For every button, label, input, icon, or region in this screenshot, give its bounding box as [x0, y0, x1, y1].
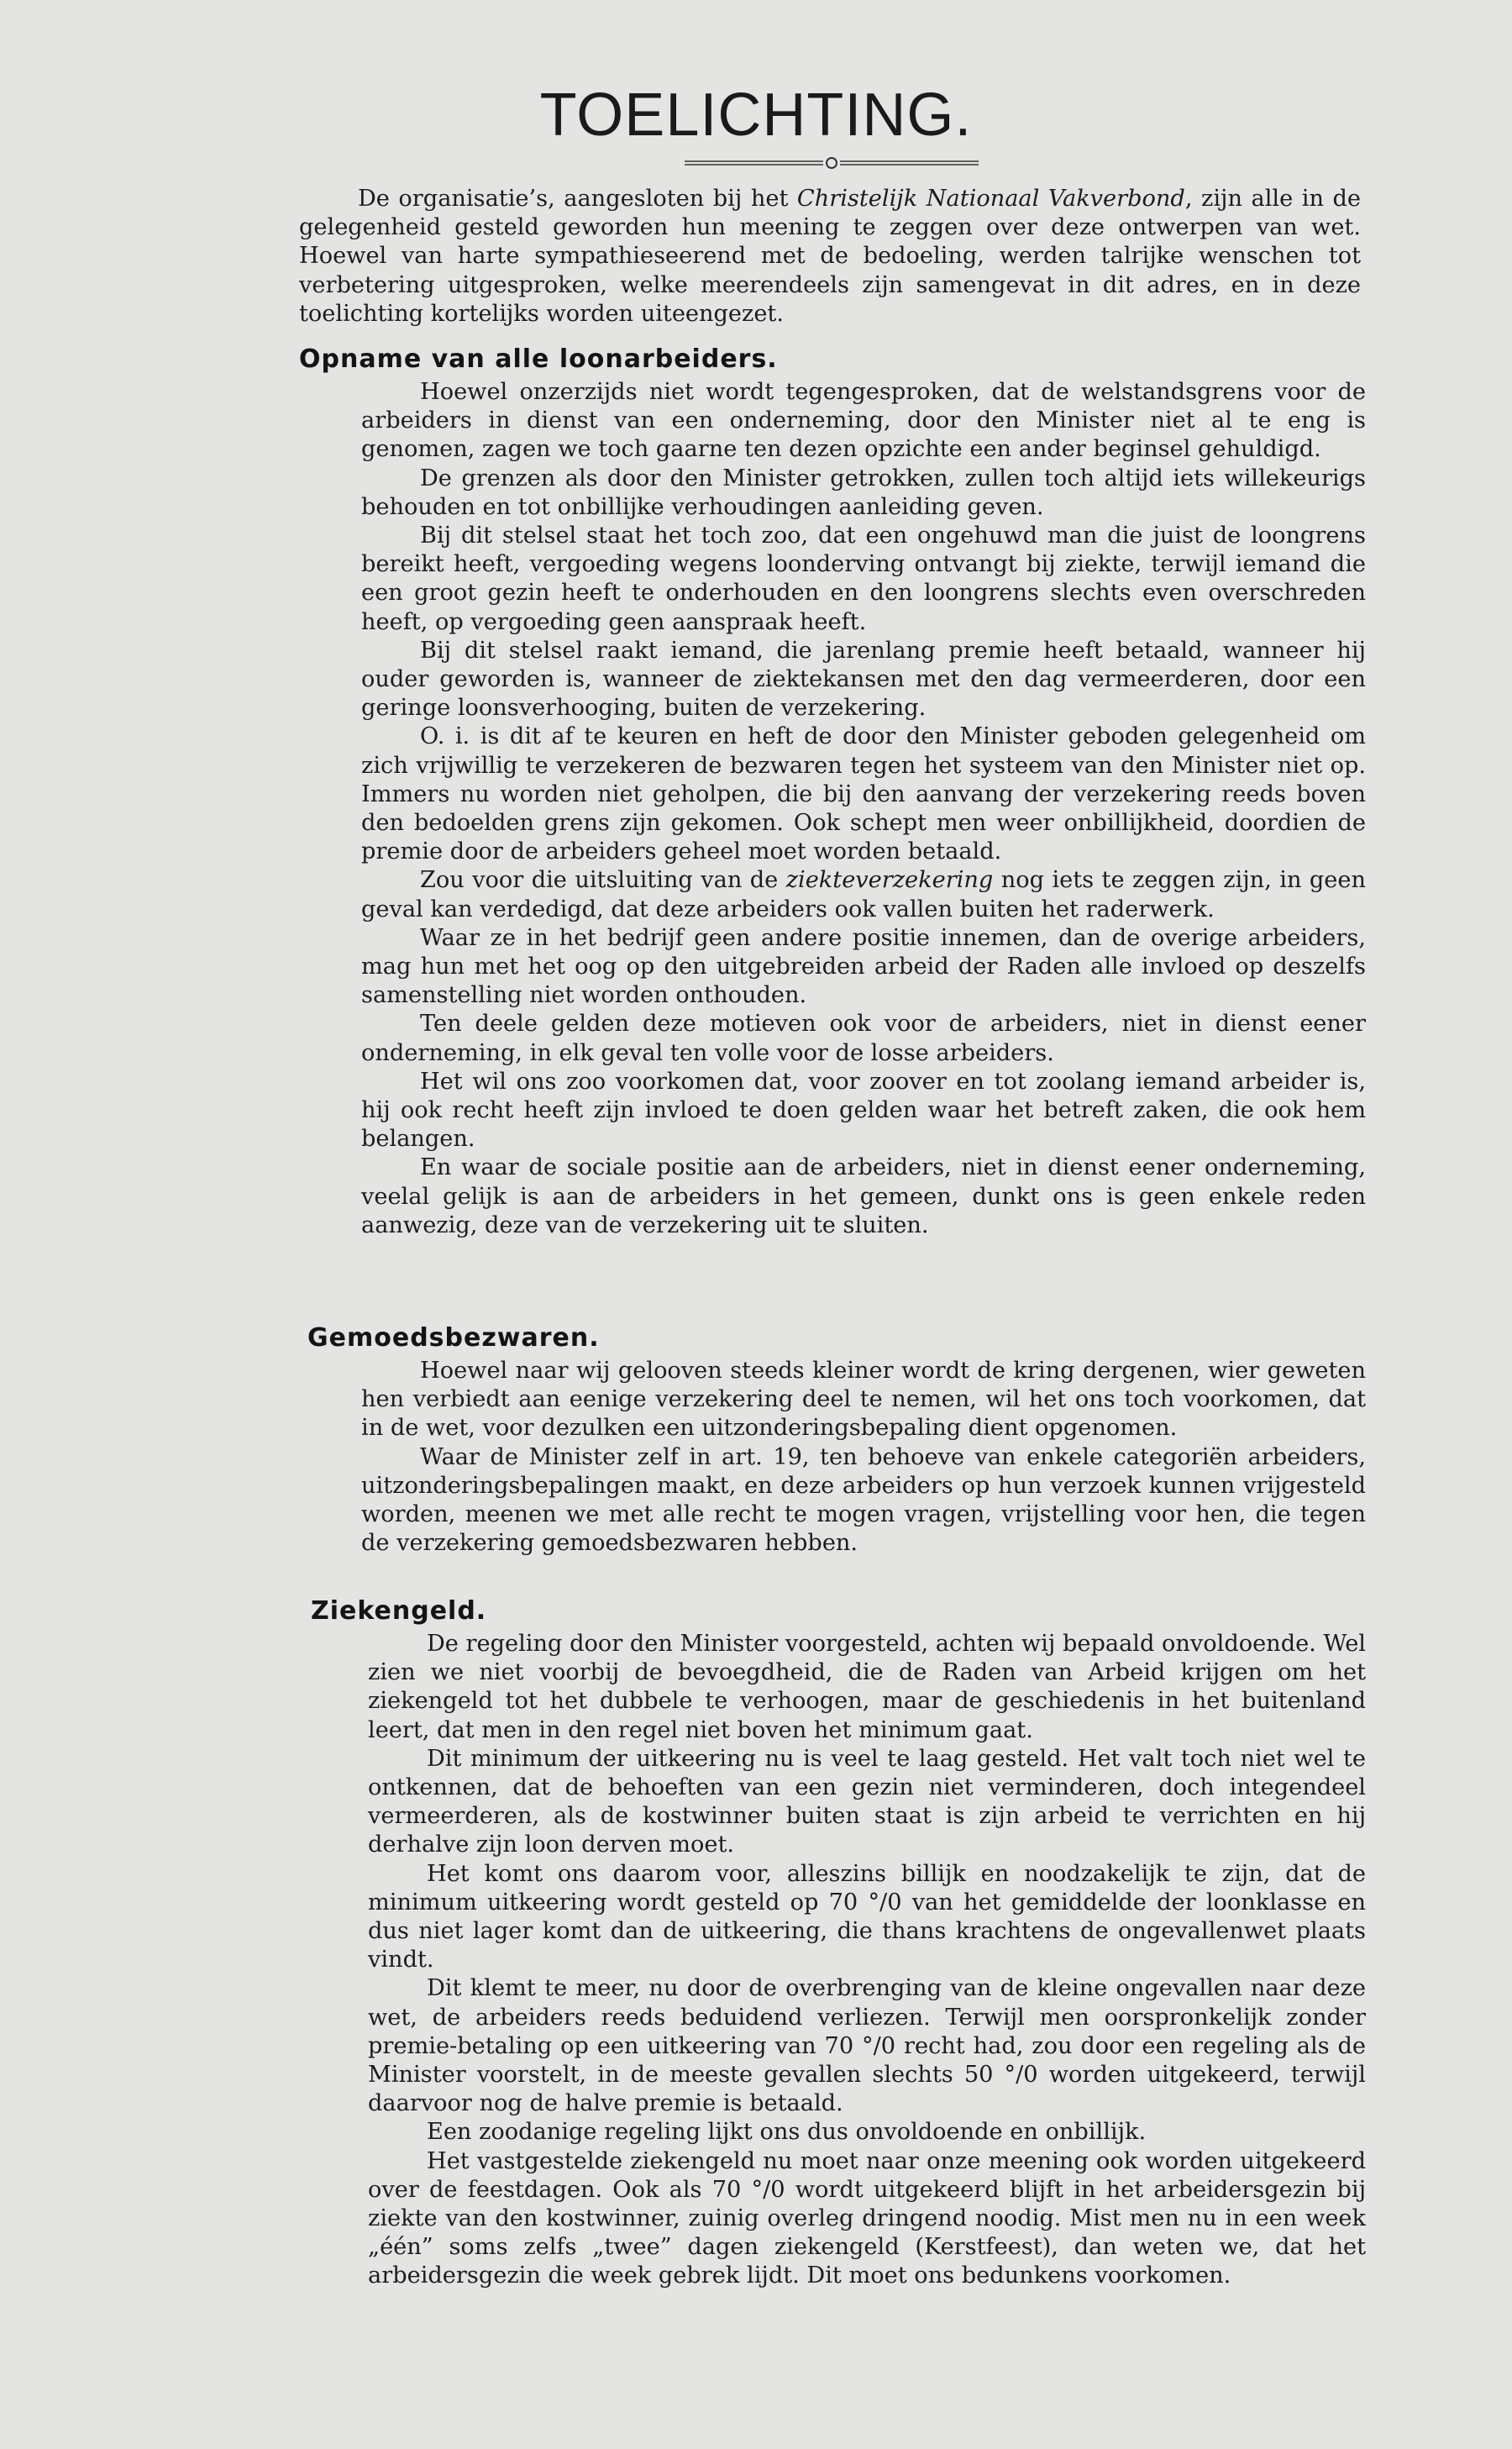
paragraph: Hoewel naar wij gelooven steeds kleiner wordt de kring dergenen, wier geweten hen verbiedt aan eenige verzekering deel te nemen, wil het ons toch voorkomen, dat in de wet, voor dezulken een uitzonderingsbepaling dient opgenomen.	[361, 1358, 1366, 1442]
section-body-gemoedsbezwaren	[361, 1357, 1366, 1558]
paragraph: Dit minimum der uitkeering nu is veel te laag gesteld. Het valt toch niet wel te ontkennen, dat de behoeften van een gezin niet verminderen, doch integendeel vermeerderen, als de kostwinner buiten staat is zijn arbeid te verrichten en hij derhalve zijn loon derven moet.	[368, 1745, 1366, 1858]
section-body-opname	[361, 378, 1366, 1240]
paragraph: Het vastgestelde ziekengeld nu moet naar onze meening ook worden uitgekeerd over de feestdagen. Ook als 70 °/0 wordt uitgekeerd blijft in het arbeidersgezin bij ziekte van den kostwinner, zuinig overleg dringend noodig. Mist men nu in een week „één” soms zelfs „twee” dagen ziekengeld (Kerstfeest), dan weten we, dat het arbeidersgezin die week gebrek lijdt. Dit moet ons bedunkens voorkomen.	[368, 2147, 1366, 2289]
section-body-ziekengeld	[368, 1630, 1366, 2291]
paragraph: O. i. is dit af te keuren en heft de door den Minister geboden gelegenheid om zich vrijwillig te verzekeren de bezwaren tegen het systeem van den Minister niet op. Immers nu worden niet geholpen, die bij den aanvang der verzekering reeds boven den bedoelden grens zijn gekomen. Ook schept men weer onbillijkheid, doordien de premie door de arbeiders geheel moet worden betaald.	[361, 723, 1366, 865]
paragraph: Zou voor die uitsluiting van de ziekteverzekering nog iets te zeggen zijn, in geen geval kan verdedigd, dat deze arbeiders ook vallen buiten het raderwerk.	[361, 867, 1366, 922]
paragraph: Waar ze in het bedrijf geen andere positie innemen, dan de overige arbeiders, mag hun met het oog op den uitgebreiden arbeid der Raden alle invloed op deszelfs samenstelling niet worden onthouden.	[361, 924, 1366, 1009]
section-heading-opname: Opname van alle loonarbeiders.	[299, 344, 778, 374]
paragraph: De regeling door den Minister voorgesteld, achten wij bepaald onvoldoende. Wel zien we niet voorbij de bevoegdheid, die de Raden van Arbeid krijgen om het ziekengeld tot het dubbele te verhoogen, maar de geschiedenis in het buitenland leert, dat men in den regel niet boven het minimum gaat.	[368, 1631, 1366, 1743]
paragraph: Een zoodanige regeling lijkt ons dus onvoldoende en onbillijk.	[427, 2119, 1147, 2146]
title-ornament	[685, 155, 979, 171]
page-title: TOELICHTING.	[539, 81, 973, 149]
paragraph: Het komt ons daarom voor, alleszins billijk en noodzakelijk te zijn, dat de minimum uitkeering wordt gesteld op 70 °/0 van het gemiddelde der loonklasse en dus niet lager komt dan de uitkeering, die thans krachtens de ongevallenwet plaats vindt.	[368, 1860, 1366, 1973]
paragraph: De grenzen als door den Minister getrokken, zullen toch altijd iets willekeurigs behouden en tot onbillijke verhoudingen aanleiding geven.	[361, 465, 1366, 520]
paragraph: Waar de Minister zelf in art. 19, ten behoeve van enkele categoriën arbeiders, uitzonderingsbepalingen maakt, en deze arbeiders op hun verzoek kunnen vrijgesteld worden, meenen we met alle recht te mogen vragen, vrijstelling voor hen, die tegen de verzekering gemoedsbezwaren hebben.	[361, 1443, 1366, 1557]
paragraph: Bij dit stelsel staat het toch zoo, dat een ongehuwd man die juist de loongrens bereikt heeft, vergoeding wegens loonderving ontvangt bij ziekte, terwijl iemand die een groot gezin heeft te onderhouden en den loongrens slechts even overschreden heeft, op vergoeding geen aanspraak heeft.	[361, 523, 1366, 635]
intro-block	[299, 185, 1361, 328]
intro-paragraph: De organisatie’s, aangesloten bij het Christelijk Nationaal Vakverbond, zijn alle in de gelegenheid gesteld geworden hun meening te zeggen over deze ontwerpen van wet. Hoewel van harte sympathieseerend met de bedoeling, werden talrijke wenschen tot verbetering uitgesproken, welke meerendeels zijn samengevat in dit adres, en in deze toelichting kortelijks worden uiteengezet.	[299, 186, 1361, 327]
paragraph: Dit klemt te meer, nu door de overbrenging van de kleine ongevallen naar deze wet, de arbeiders reeds beduidend verliezen. Terwijl men oorspronkelijk zonder premie-betaling op een uitkeering van 70 °/0 recht had, zou door een regeling als de Minister voorstelt, in de meeste gevallen slechts 50 °/0 worden uitgekeerd, terwijl daarvoor nog de halve premie is betaald.	[368, 1975, 1366, 2117]
paragraph: Hoewel onzerzijds niet wordt tegengesproken, dat de welstandsgrens voor de arbeiders in dienst van een onderneming, door den Minister niet al te eng is genomen, zagen we toch gaarne ten dezen opzichte een ander beginsel gehuldigd.	[361, 379, 1366, 463]
paragraph: Bij dit stelsel raakt iemand, die jarenlang premie heeft betaald, wanneer hij ouder geworden is, wanneer de ziektekansen met den dag vermeerderen, door een geringe loonsverhooging, buiten de verzekering.	[361, 637, 1366, 722]
paragraph: Ten deele gelden deze motieven ook voor de arbeiders, niet in dienst eener onderneming, in elk geval ten volle voor de losse arbeiders.	[361, 1011, 1366, 1066]
paragraph: En waar de sociale positie aan de arbeiders, niet in dienst eener onderneming, veelal gelijk is aan de arbeiders in het gemeen, dunkt ons is geen enkele reden aanwezig, deze van de verzekering uit te sluiten.	[361, 1154, 1366, 1238]
section-heading-ziekengeld: Ziekengeld.	[311, 1596, 487, 1626]
section-heading-gemoedsbezwaren: Gemoedsbezwaren.	[307, 1323, 600, 1353]
paragraph: Het wil ons zoo voorkomen dat, voor zoover en tot zoolang iemand arbeider is, hij ook recht heeft zijn invloed te doen gelden waar het betreft zaken, die ook hem belangen.	[361, 1068, 1366, 1153]
